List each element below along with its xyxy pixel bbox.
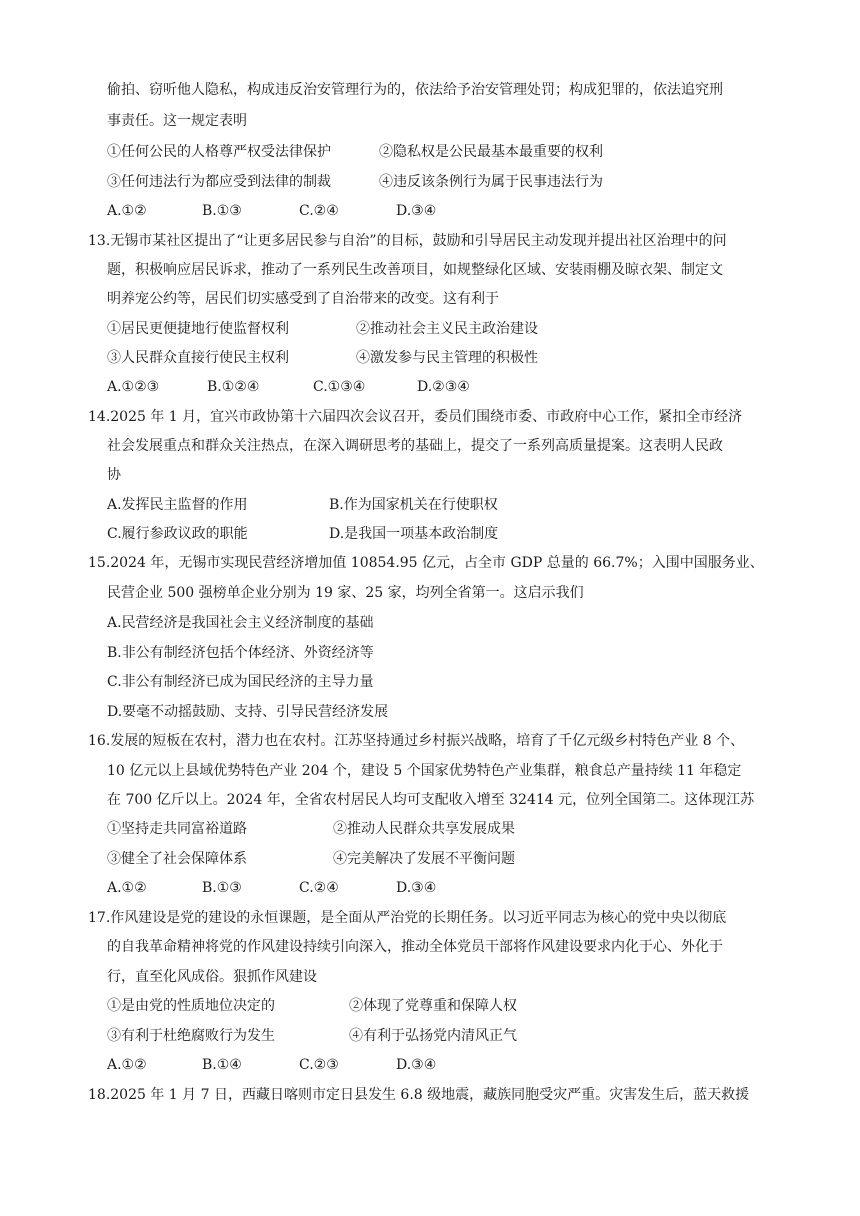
q16-option-b: B.①③ — [202, 880, 242, 896]
q12-statement-3: ③任何违法行为都应受到法律的制裁 — [107, 174, 331, 190]
q16-statement-1: ①坚持走共同富裕道路 — [107, 821, 247, 837]
q17-option-c: C.②③ — [299, 1057, 339, 1073]
q17-statement-1: ①是由党的性质地位决定的 — [107, 998, 275, 1014]
q12-option-c: C.②④ — [299, 203, 339, 219]
q17-option-d: D.③④ — [396, 1057, 437, 1073]
q17-option-b: B.①④ — [202, 1057, 242, 1073]
q17-option-a: A.①② — [107, 1057, 147, 1073]
q13-stem-line-2: 题，积极响应居民诉求，推动了一系列民生改善项目，如规整绿化区域、安装雨棚及晾衣架、制定文 — [107, 262, 723, 278]
q13-statement-4: ④激发参与民主管理的积极性 — [356, 350, 538, 366]
q16-option-d: D.③④ — [396, 880, 437, 896]
q17-statement-4: ④有利于弘扬党内清风正气 — [349, 1028, 517, 1044]
q12-option-b: B.①③ — [202, 203, 242, 219]
q14-option-b: B.作为国家机关在行使职权 — [329, 497, 498, 513]
q12-stem-line-1: 偷拍、窃听他人隐私，构成违反治安管理行为的，依法给予治安管理处罚；构成犯罪的，依法追究刑 — [107, 82, 723, 98]
q17-statement-3: ③有利于杜绝腐败行为发生 — [107, 1028, 275, 1044]
q14-stem-line-1: 14.2025 年 1 月，宜兴市政协第十六届四次会议召开，委员们围绕市委、市政府中心工作，紧扣全市经济 — [88, 409, 743, 425]
q12-option-a: A.①② — [107, 203, 147, 219]
q13-statement-3: ③人民群众直接行使民主权利 — [107, 350, 289, 366]
q18-stem-line-1: 18.2025 年 1 月 7 日，西藏日喀则市定日县发生 6.8 级地震，藏族同胞受灾严重。灾害发生后，蓝天救援 — [88, 1087, 750, 1103]
q13-stem-line-3: 明养宠公约等，居民们切实感受到了自治带来的改变。这有利于 — [107, 291, 499, 307]
q16-stem-line-3: 在 700 亿斤以上。2024 年，全省农村居民人均可支配收入增至 32414 元，位列全国第二。这体现江苏 — [107, 792, 755, 808]
q14-stem-line-2: 社会发展重点和群众关注热点，在深入调研思考的基础上，提交了一系列高质量提案。这表明人民政 — [107, 438, 723, 454]
q12-statement-1: ①任何公民的人格尊严权受法律保护 — [107, 144, 331, 160]
q13-option-a: A.①②③ — [107, 379, 160, 395]
q12-option-d: D.③④ — [396, 203, 437, 219]
q14-option-d: D.是我国一项基本政治制度 — [329, 526, 499, 542]
q12-stem-line-2: 事责任。这一规定表明 — [107, 113, 247, 129]
q16-statement-2: ②推动人民群众共享发展成果 — [333, 821, 515, 837]
q16-option-c: C.②④ — [299, 880, 339, 896]
q15-option-c: C.非公有制经济已成为国民经济的主导力量 — [107, 674, 374, 690]
q17-statement-2: ②体现了党尊重和保障人权 — [349, 998, 517, 1014]
q15-option-a: A.民营经济是我国社会主义经济制度的基础 — [107, 615, 374, 631]
q16-statement-4: ④完美解决了发展不平衡问题 — [333, 851, 515, 867]
q13-option-c: C.①③④ — [313, 379, 366, 395]
q16-stem-line-2: 10 亿元以上县域优势特色产业 204 个，建设 5 个国家优势特色产业集群，粮食总产量持续 11 年稳定 — [107, 763, 742, 779]
q16-option-a: A.①② — [107, 880, 147, 896]
q13-stem-line-1: 13.无锡市某社区提出了“让更多居民参与自治”的目标，鼓励和引导居民主动发现并提出社区治理中的问 — [88, 233, 727, 249]
q16-statement-3: ③健全了社会保障体系 — [107, 851, 247, 867]
q13-statement-1: ①居民更便捷地行使监督权利 — [107, 321, 289, 337]
q15-option-b: B.非公有制经济包括个体经济、外资经济等 — [107, 645, 374, 661]
q13-option-d: D.②③④ — [417, 379, 470, 395]
q15-stem-line-1: 15.2024 年，无锡市实现民营经济增加值 10854.95 亿元，占全市 GDP 总量的 66.7%；入围中国服务业、 — [88, 555, 764, 571]
q14-option-c: C.履行参政议政的职能 — [107, 526, 248, 542]
q13-statement-2: ②推动社会主义民主政治建设 — [356, 321, 538, 337]
q15-option-d: D.要毫不动摇鼓励、支持、引导民营经济发展 — [107, 704, 389, 720]
q17-stem-line-3: 行，直至化风成俗。狠抓作风建设 — [107, 969, 317, 985]
q14-stem-line-3: 协 — [107, 467, 121, 483]
q16-stem-line-1: 16.发展的短板在农村，潜力也在农村。江苏坚持通过乡村振兴战略，培育了千亿元级乡村特色产业 8 个、 — [88, 733, 745, 749]
q17-stem-line-2: 的自我革命精神将党的作风建设持续引向深入，推动全体党员干部将作风建设要求内化于心、外化于 — [107, 939, 723, 955]
q17-stem-line-1: 17.作风建设是党的建设的永恒课题，是全面从严治党的长期任务。以习近平同志为核心的党中央以彻底 — [88, 910, 727, 926]
q15-stem-line-2: 民营企业 500 强榜单企业分别为 19 家、25 家，均列全省第一。这启示我们 — [107, 585, 584, 601]
q14-option-a: A.发挥民主监督的作用 — [107, 497, 248, 513]
q12-statement-2: ②隐私权是公民最基本最重要的权利 — [379, 144, 603, 160]
q12-statement-4: ④违反该条例行为属于民事违法行为 — [379, 174, 603, 190]
q13-option-b: B.①②④ — [207, 379, 260, 395]
